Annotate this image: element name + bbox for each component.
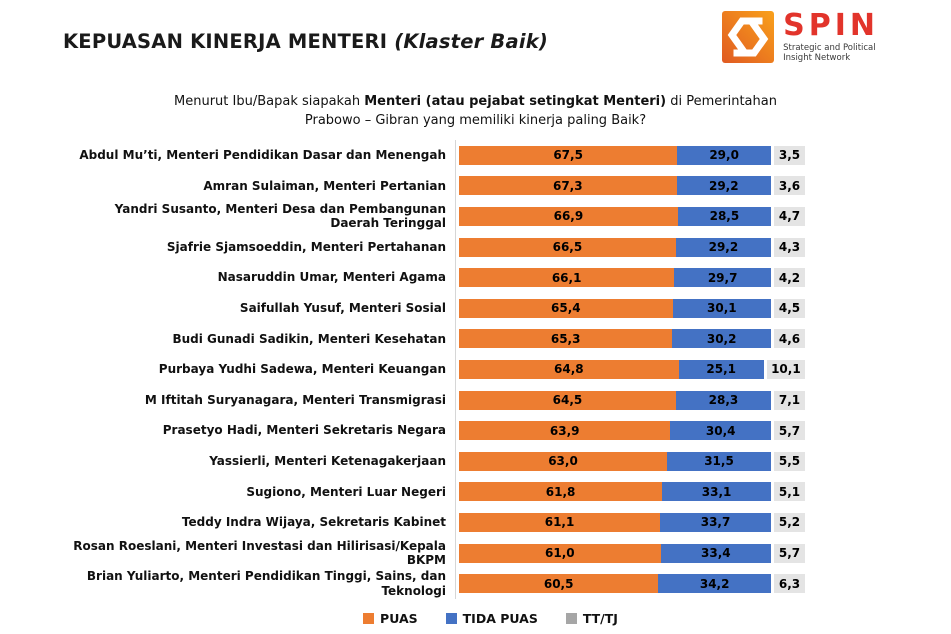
- row-label: Yassierli, Menteri Ketenagakerjaan: [209, 453, 446, 468]
- tida-puas-value: 29,2: [708, 240, 739, 255]
- ttj-value: 4,6: [778, 331, 801, 346]
- bar-area: [455, 446, 805, 477]
- row-label: Nasaruddin Umar, Menteri Agama: [217, 270, 446, 285]
- ttj-segment: [774, 513, 805, 532]
- legend-swatch-icon: [446, 613, 457, 624]
- survey-question: Menurut Ibu/Bapak siapakah Menteri (atau pejabat setingkat Menteri) di Pemerintahan Prabowo – Gibran yang memiliki kinerja paling Baik?: [174, 94, 777, 128]
- puas-value: 61,0: [545, 546, 575, 561]
- bar-area: [455, 385, 805, 416]
- row-label: Prasetyo Hadi, Menteri Sekretaris Negara: [162, 423, 446, 438]
- ttj-value: 4,7: [778, 209, 801, 224]
- ttj-segment: [774, 207, 805, 226]
- puas-value: 66,9: [553, 209, 584, 224]
- bar-area: [455, 477, 805, 508]
- tida-puas-value: 28,5: [709, 209, 740, 224]
- bar-track: [459, 391, 805, 410]
- ttj-segment: [774, 329, 805, 348]
- spin-tagline: Strategic and Political Insight Network: [783, 42, 876, 63]
- bar-area: [455, 354, 805, 385]
- puas-value: 63,9: [549, 423, 580, 438]
- spin-logo: [721, 7, 879, 64]
- ttj-value: 3,5: [778, 148, 801, 163]
- bar-area: [455, 140, 805, 171]
- puas-segment: [459, 146, 677, 165]
- row-label: Purbaya Yudhi Sadewa, Menteri Keuangan: [158, 362, 446, 377]
- bar-track: [459, 544, 805, 563]
- stacked-bar-chart: [63, 140, 951, 599]
- tida-puas-segment: [662, 482, 771, 501]
- ttj-segment: [774, 176, 805, 195]
- bar-track: [459, 574, 805, 593]
- puas-value: 63,0: [548, 454, 578, 469]
- tida-puas-segment: [670, 421, 771, 440]
- tida-puas-segment: [658, 574, 771, 593]
- ttj-value: 4,5: [778, 301, 801, 316]
- tida-puas-segment: [677, 146, 771, 165]
- ttj-value: 10,1: [771, 362, 801, 377]
- bar-area: [455, 324, 805, 355]
- ttj-segment: [774, 299, 805, 318]
- tida-puas-value: 33,7: [700, 515, 731, 530]
- bar-track: [459, 329, 805, 348]
- page-title-main: KEPUASAN KINERJA MENTERI: [63, 30, 388, 53]
- puas-segment: [459, 176, 677, 195]
- puas-segment: [459, 574, 658, 593]
- bar-area: [455, 507, 805, 538]
- chart-row: [63, 568, 951, 599]
- puas-value: 66,1: [551, 270, 582, 285]
- row-label: Teddy Indra Wijaya, Sekretaris Kabinet: [181, 515, 446, 530]
- bar-track: [459, 452, 805, 471]
- tida-puas-segment: [676, 391, 771, 410]
- spin-logo-icon: [721, 10, 775, 64]
- bar-area: [455, 262, 805, 293]
- row-label: Sugiono, Menteri Luar Negeri: [246, 484, 446, 499]
- ttj-value: 5,7: [778, 546, 801, 561]
- bar-area: [455, 293, 805, 324]
- spin-brand-name: SPIN: [783, 7, 879, 43]
- puas-value: 64,5: [552, 393, 583, 408]
- puas-segment: [459, 544, 661, 563]
- ttj-segment: [774, 421, 805, 440]
- bar-track: [459, 299, 805, 318]
- puas-value: 65,4: [551, 301, 581, 316]
- puas-segment: [459, 513, 660, 532]
- page-title: [63, 30, 548, 53]
- bar-track: [459, 421, 805, 440]
- spin-logo-text: [783, 7, 879, 64]
- ttj-segment: [774, 482, 805, 501]
- puas-segment: [459, 482, 662, 501]
- ttj-value: 7,1: [778, 393, 801, 408]
- puas-value: 60,5: [543, 576, 574, 591]
- chart-row: [63, 354, 951, 385]
- tida-puas-segment: [673, 299, 771, 318]
- chart-row: [63, 324, 951, 355]
- legend-item-puas: [363, 611, 418, 626]
- bar-area: [455, 171, 805, 202]
- row-label: Budi Gunadi Sadikin, Menteri Kesehatan: [172, 331, 446, 346]
- puas-segment: [459, 299, 673, 318]
- tida-puas-segment: [674, 268, 771, 287]
- chart-row: [63, 446, 951, 477]
- puas-value: 61,1: [544, 515, 575, 530]
- chart-row: [63, 262, 951, 293]
- tida-puas-value: 25,1: [706, 362, 737, 377]
- row-label: Abdul Mu’ti, Menteri Pendidikan Dasar dan Menengah: [79, 148, 446, 163]
- bar-area: [455, 232, 805, 263]
- puas-value: 64,8: [554, 362, 584, 377]
- puas-value: 67,3: [552, 178, 583, 193]
- chart-row: [63, 293, 951, 324]
- bar-track: [459, 360, 805, 379]
- row-label: Saifullah Yusuf, Menteri Sosial: [239, 301, 446, 316]
- bar-area: [455, 415, 805, 446]
- row-label: Rosan Roeslani, Menteri Investasi dan Hilirisasi/Kepala BKPM: [73, 538, 446, 568]
- tida-puas-segment: [667, 452, 771, 471]
- row-label: Amran Sulaiman, Menteri Pertanian: [203, 178, 446, 193]
- bar-area: [455, 568, 805, 599]
- chart-row: [63, 140, 951, 171]
- header: [0, 0, 951, 78]
- tida-puas-segment: [677, 176, 771, 195]
- ttj-segment: [774, 391, 805, 410]
- tida-puas-value: 33,1: [701, 484, 732, 499]
- row-label: Sjafrie Sjamsoeddin, Menteri Pertahanan: [166, 239, 446, 254]
- ttj-segment: [774, 544, 805, 563]
- chart-row: [63, 385, 951, 416]
- tida-puas-value: 33,4: [701, 546, 731, 561]
- bar-track: [459, 238, 805, 257]
- puas-value: 66,5: [552, 240, 583, 255]
- tida-puas-value: 29,7: [707, 270, 738, 285]
- legend-swatch-icon: [363, 613, 374, 624]
- puas-segment: [459, 421, 670, 440]
- legend-label: PUAS: [380, 610, 418, 626]
- ttj-value: 4,2: [778, 270, 801, 285]
- legend-label: TIDA PUAS: [462, 610, 538, 626]
- puas-segment: [459, 391, 676, 410]
- tida-puas-value: 28,3: [708, 393, 739, 408]
- tida-puas-segment: [678, 207, 771, 226]
- chart-row: [63, 477, 951, 508]
- chart-row: [63, 171, 951, 202]
- page-title-italic: (Klaster Baik): [394, 30, 549, 53]
- chart-row: [63, 415, 951, 446]
- tida-puas-value: 30,2: [706, 331, 737, 346]
- bar-track: [459, 207, 805, 226]
- puas-segment: [459, 452, 667, 471]
- ttj-value: 5,5: [778, 454, 801, 469]
- chart-row: [63, 232, 951, 263]
- row-label: Yandri Susanto, Menteri Desa dan Pembangunan Daerah Teringgal: [114, 201, 446, 231]
- puas-segment: [459, 360, 679, 379]
- bar-track: [459, 176, 805, 195]
- puas-segment: [459, 207, 678, 226]
- ttj-segment: [774, 268, 805, 287]
- puas-value: 61,8: [545, 484, 576, 499]
- tida-puas-value: 30,4: [705, 423, 736, 438]
- ttj-value: 6,3: [778, 576, 801, 591]
- puas-segment: [459, 238, 676, 257]
- tida-puas-segment: [661, 544, 771, 563]
- bar-track: [459, 513, 805, 532]
- bar-area: [455, 538, 805, 569]
- ttj-segment: [774, 452, 805, 471]
- legend-swatch-icon: [566, 613, 577, 624]
- ttj-value: 3,6: [778, 178, 801, 193]
- ttj-segment: [774, 574, 805, 593]
- ttj-segment: [767, 360, 805, 379]
- ttj-segment: [774, 146, 805, 165]
- puas-segment: [459, 268, 674, 287]
- legend-item-tida-puas: [446, 611, 538, 626]
- ttj-value: 4,3: [778, 240, 801, 255]
- ttj-value: 5,7: [778, 423, 801, 438]
- ttj-value: 5,1: [778, 484, 801, 499]
- row-label: M Iftitah Suryanagara, Menteri Transmigrasi: [144, 392, 446, 407]
- ttj-value: 5,2: [778, 515, 801, 530]
- tida-puas-value: 29,2: [708, 178, 739, 193]
- legend-item-tt-tj: [566, 611, 618, 626]
- tida-puas-segment: [660, 513, 771, 532]
- tida-puas-value: 30,1: [707, 301, 737, 316]
- chart-legend: [30, 611, 951, 626]
- chart-row: [63, 538, 951, 569]
- bar-track: [459, 482, 805, 501]
- tida-puas-value: 31,5: [704, 454, 734, 469]
- puas-segment: [459, 329, 672, 348]
- tida-puas-value: 29,0: [709, 148, 739, 163]
- bar-area: [455, 201, 805, 232]
- tida-puas-value: 34,2: [699, 576, 730, 591]
- legend-label: TT/TJ: [582, 610, 618, 626]
- puas-value: 65,3: [550, 331, 581, 346]
- bar-track: [459, 146, 805, 165]
- tida-puas-segment: [676, 238, 771, 257]
- bar-track: [459, 268, 805, 287]
- chart-row: [63, 507, 951, 538]
- row-label: Brian Yuliarto, Menteri Pendidikan Tinggi, Sains, dan Teknologi: [86, 569, 446, 598]
- tida-puas-segment: [672, 329, 771, 348]
- chart-row: [63, 201, 951, 232]
- puas-value: 67,5: [553, 148, 583, 163]
- ttj-segment: [774, 238, 805, 257]
- tida-puas-segment: [679, 360, 764, 379]
